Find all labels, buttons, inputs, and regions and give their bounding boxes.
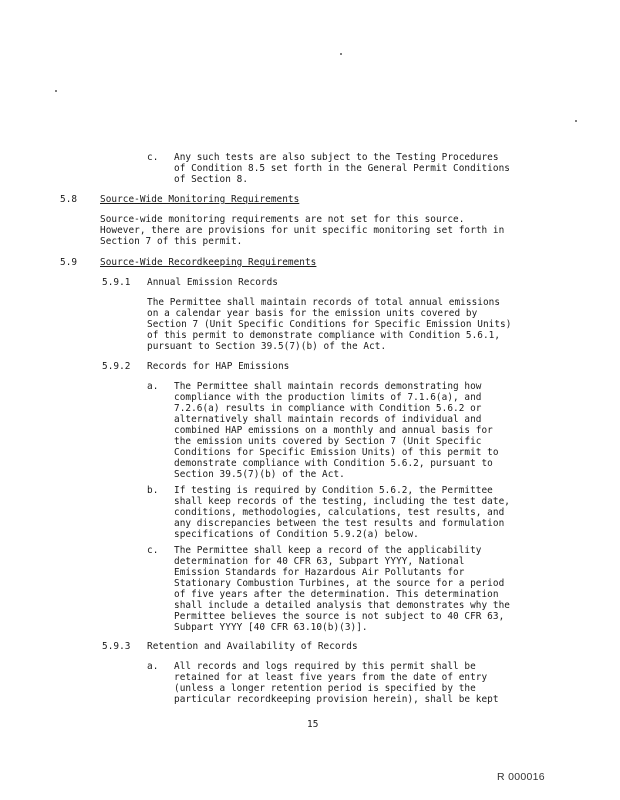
body-line: Section 7 of this permit. — [100, 236, 243, 247]
item-line: Permittee believes the source is not subject to 40 CFR 63, — [174, 611, 505, 622]
item-label: c. — [147, 545, 159, 556]
body-line: pursuant to Section 39.5(7)(b) of the Act. — [147, 341, 387, 352]
body-line: Source-wide monitoring requirements are not set for this source. — [100, 214, 465, 225]
item-line: All records and logs required by this permit shall be — [174, 661, 476, 672]
item-label: a. — [147, 381, 159, 392]
item-line: Emission Standards for Hazardous Air Pollutants for — [174, 567, 465, 578]
item-line: The Permittee shall keep a record of the applicability — [174, 545, 482, 556]
item-line: combined HAP emissions on a monthly and annual basis for — [174, 425, 493, 436]
item-line: Any such tests are also subject to the Testing Procedures — [174, 152, 499, 163]
item-line: of Condition 8.5 set forth in the General Permit Conditions — [174, 163, 510, 174]
item-label: a. — [147, 661, 159, 672]
item-line: If testing is required by Condition 5.6.2, the Permittee — [174, 485, 493, 496]
section-number: 5.9 — [60, 257, 78, 268]
item-line: Stationary Combustion Turbines, at the source for a period — [174, 578, 505, 589]
item-line: alternatively shall maintain records of individual and — [174, 414, 482, 425]
item-line: compliance with the production limits of 7.1.6(a), and — [174, 392, 482, 403]
item-label: b. — [147, 485, 159, 496]
item-line: of five years after the determination. This determination — [174, 589, 499, 600]
item-line: Section 39.5(7)(b) of the Act. — [174, 469, 345, 480]
scan-speck — [575, 120, 577, 122]
page-number: 15 — [307, 719, 319, 730]
item-line: any discrepancies between the test results and formulation — [174, 518, 505, 529]
item-line: of Section 8. — [174, 174, 249, 185]
body-line: The Permittee shall maintain records of total annual emissions — [147, 297, 501, 308]
item-line: particular recordkeeping provision herein), shall be kept — [174, 694, 499, 705]
subsection-title: Retention and Availability of Records — [147, 641, 358, 652]
section-title: Source-Wide Recordkeeping Requirements — [100, 257, 317, 268]
item-line: Subpart YYYY [40 CFR 63.10(b)(3)]. — [174, 622, 368, 633]
subsection-title: Records for HAP Emissions — [147, 361, 290, 372]
item-line: shall keep records of the testing, including the test date, — [174, 496, 510, 507]
scan-speck — [55, 90, 57, 92]
body-line: However, there are provisions for unit specific monitoring set forth in — [100, 225, 505, 236]
section-number: 5.8 — [60, 194, 78, 205]
item-line: the emission units covered by Section 7 (Unit Specific — [174, 436, 482, 447]
item-line: The Permittee shall maintain records demonstrating how — [174, 381, 482, 392]
subsection-title: Annual Emission Records — [147, 277, 278, 288]
item-line: specifications of Condition 5.9.2(a) below. — [174, 529, 419, 540]
item-line: Conditions for Specific Emission Units) of this permit to — [174, 447, 499, 458]
scan-speck — [340, 53, 342, 55]
subsection-number: 5.9.2 — [102, 361, 131, 372]
item-line: 7.2.6(a) results in compliance with Condition 5.6.2 or — [174, 403, 482, 414]
item-label: c. — [147, 152, 159, 163]
body-line: of this permit to demonstrate compliance with Condition 5.6.1, — [147, 330, 501, 341]
subsection-number: 5.9.3 — [102, 641, 131, 652]
body-line: Section 7 (Unit Specific Conditions for Specific Emission Units) — [147, 319, 512, 330]
item-line: shall include a detailed analysis that demonstrates why the — [174, 600, 510, 611]
item-line: conditions, methodologies, calculations, test results, and — [174, 507, 505, 518]
item-line: (unless a longer retention period is specified by the — [174, 683, 476, 694]
bates-number: R 000016 — [497, 771, 545, 783]
item-line: demonstrate compliance with Condition 5.6.2, pursuant to — [174, 458, 493, 469]
subsection-number: 5.9.1 — [102, 277, 131, 288]
body-line: on a calendar year basis for the emission units covered by — [147, 308, 478, 319]
item-line: determination for 40 CFR 63, Subpart YYYY, National — [174, 556, 465, 567]
item-line: retained for at least five years from the date of entry — [174, 672, 488, 683]
section-title: Source-Wide Monitoring Requirements — [100, 194, 300, 205]
